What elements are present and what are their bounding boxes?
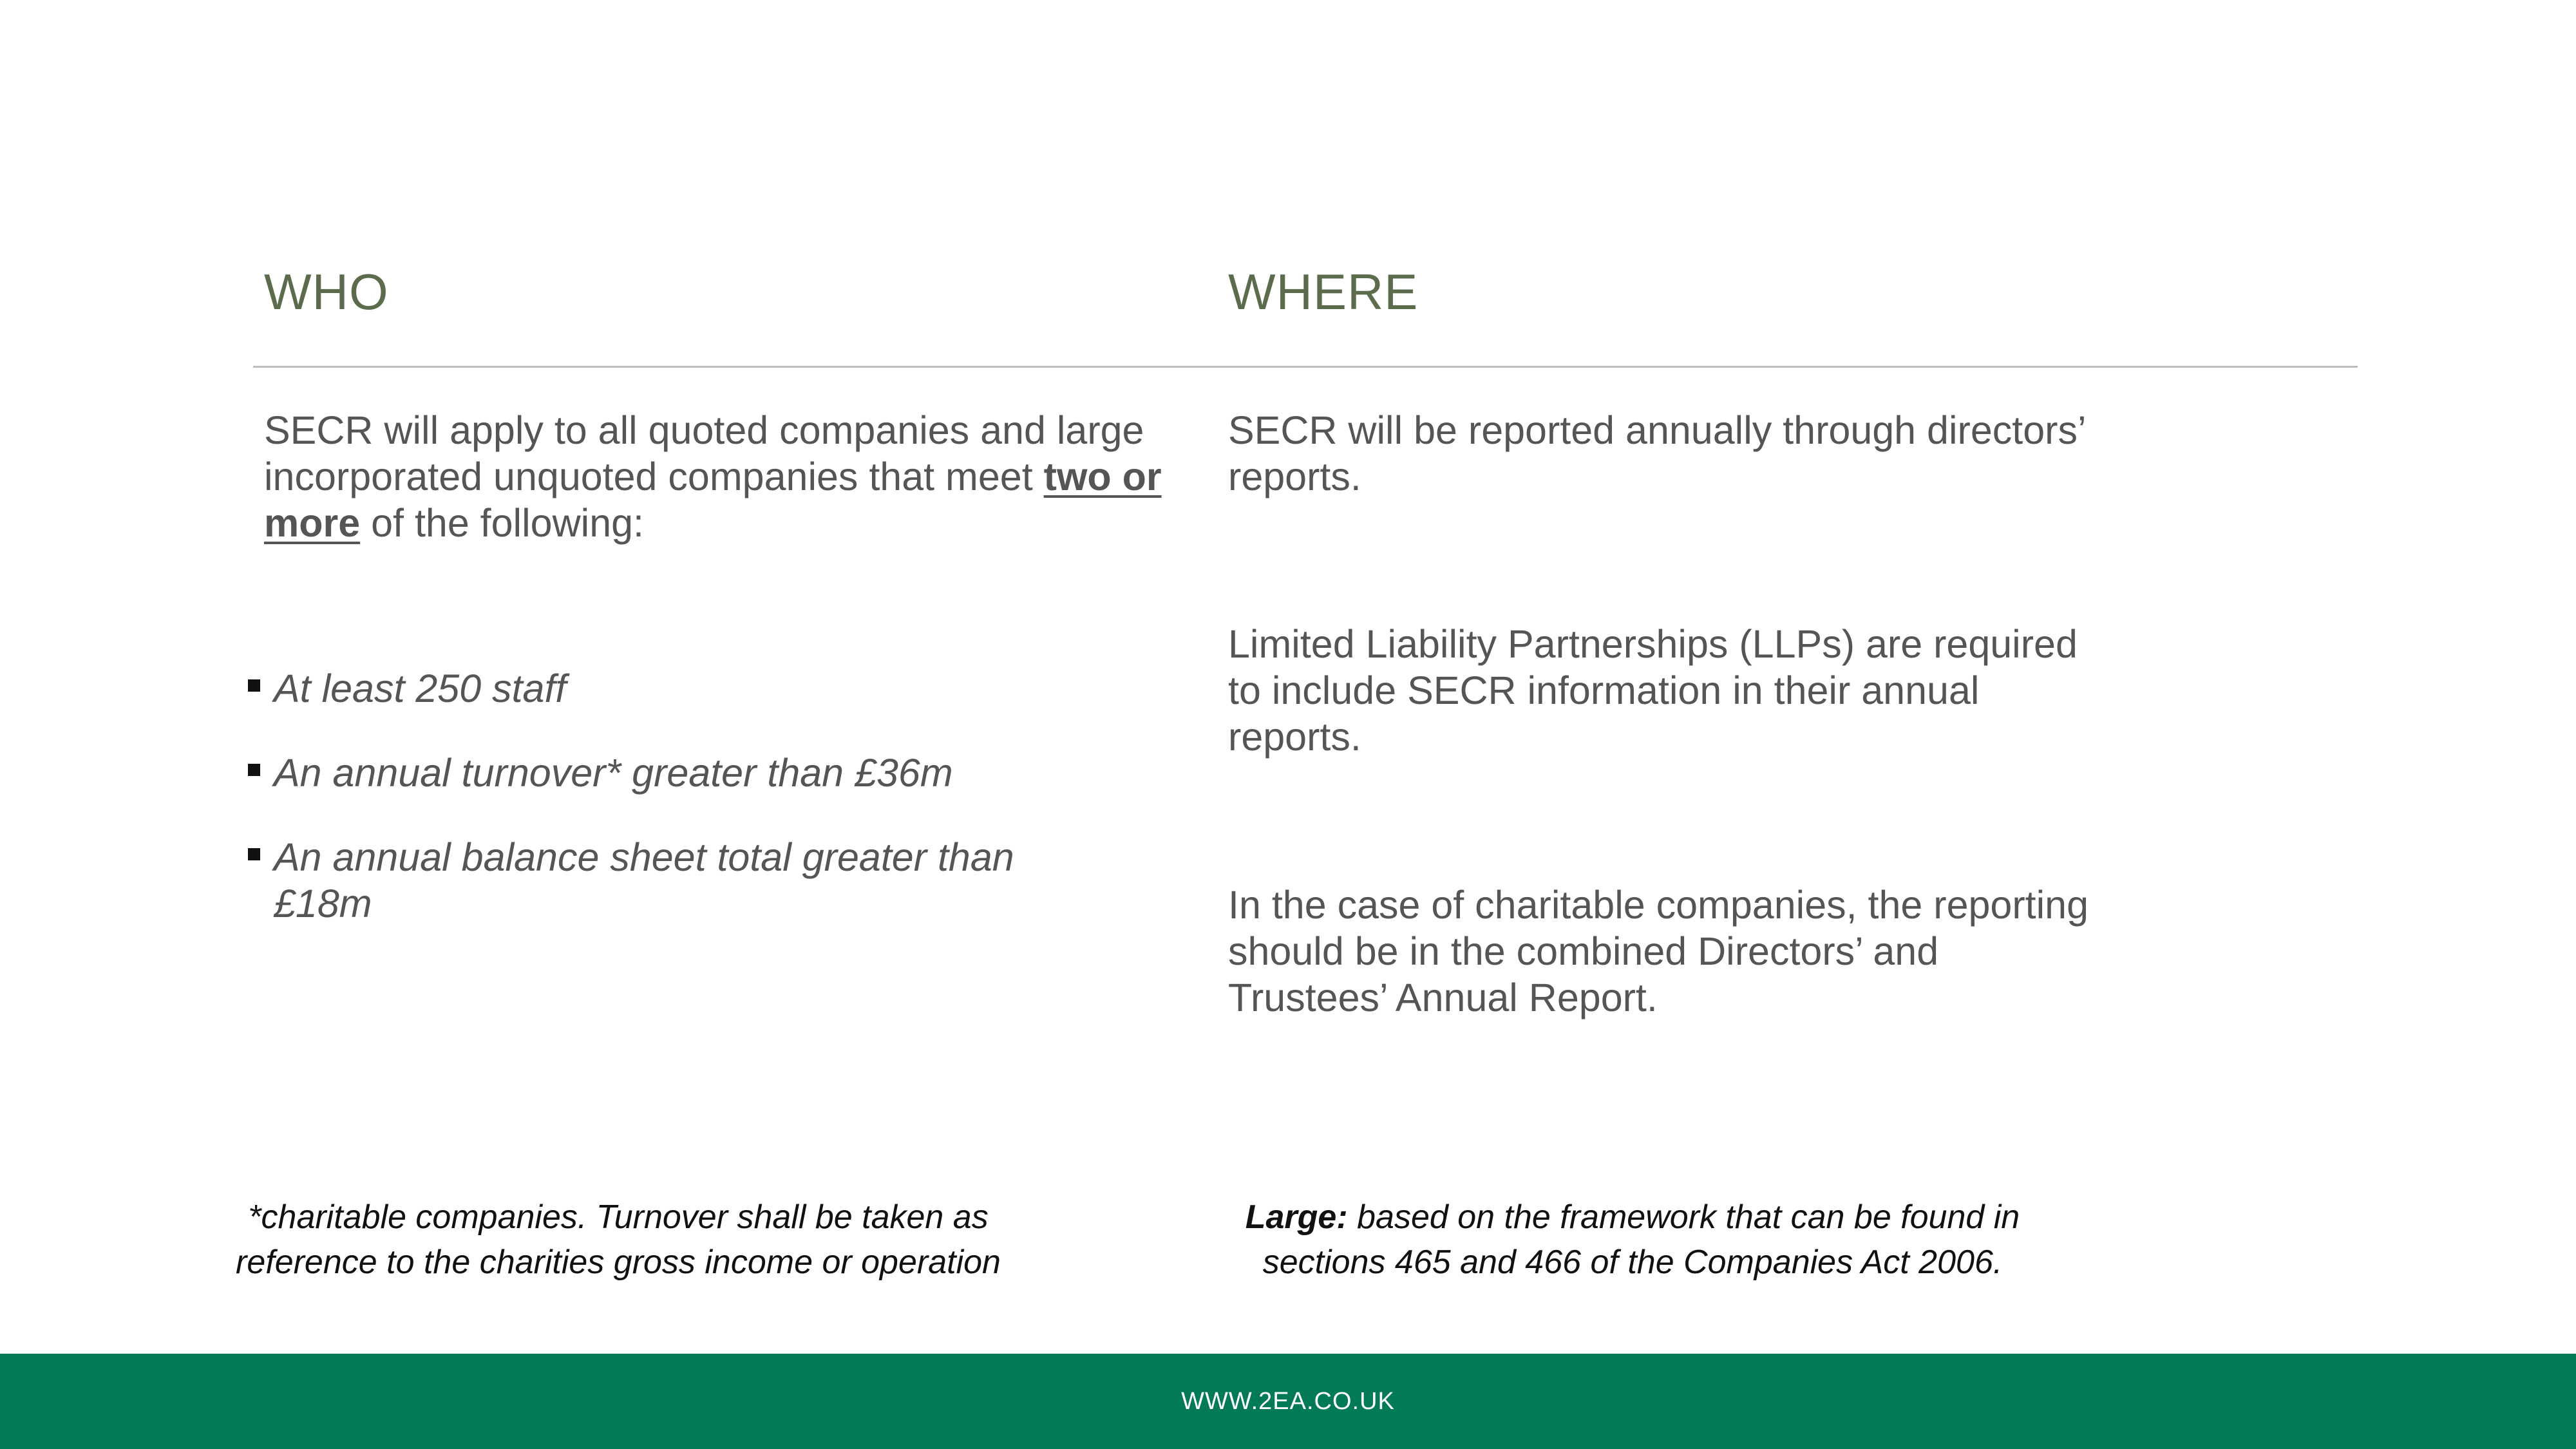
- criteria-item: [248, 750, 1085, 796]
- who-heading: WHO: [264, 263, 389, 320]
- where-paragraph-directors-reports: SECR will be reported annually through directors’ reports.: [1228, 408, 2085, 498]
- who-intro-emphasis: two or more: [264, 455, 1162, 545]
- footer-website-link[interactable]: WWW.2EA.CO.UK: [1181, 1388, 1395, 1415]
- criteria-item: [248, 834, 1072, 927]
- large-definition-footnote: [1211, 1195, 2054, 1285]
- where-heading: WHERE: [1228, 263, 1419, 320]
- criteria-text: An annual balance sheet total greater than £18m: [274, 835, 1014, 925]
- where-paragraph-charities: In the case of charitable companies, the reporting should be in the combined Directors’ and Trustees’ Annual Report.: [1228, 883, 2089, 1019]
- header-divider: [253, 366, 2358, 368]
- who-intro-text: SECR will apply to all quoted companies and large incorporated unquoted companies that meet: [264, 408, 1144, 498]
- criteria-item: [248, 665, 1085, 712]
- square-bullet-icon: [248, 679, 260, 692]
- turnover-footnote: *charitable companies. Turnover shall be taken as reference to the charities gross income or operation: [236, 1198, 1001, 1281]
- footnote-definition-text: based on the framework that can be found in sections 465 and 466 of the Companies Act 2006.: [1262, 1198, 2020, 1281]
- where-paragraph-llps: Limited Liability Partnerships (LLPs) are required to include SECR information in their annual reports.: [1228, 622, 2078, 759]
- footnote-lead-term: Large:: [1245, 1198, 1348, 1236]
- criteria-text: An annual turnover* greater than £36m: [274, 751, 953, 795]
- criteria-list: [248, 665, 1085, 965]
- square-bullet-icon: [248, 848, 260, 860]
- who-intro-text-end: of the following:: [360, 501, 644, 545]
- square-bullet-icon: [248, 764, 260, 776]
- who-intro-paragraph: [264, 407, 1166, 546]
- criteria-text: At least 250 staff: [274, 667, 567, 710]
